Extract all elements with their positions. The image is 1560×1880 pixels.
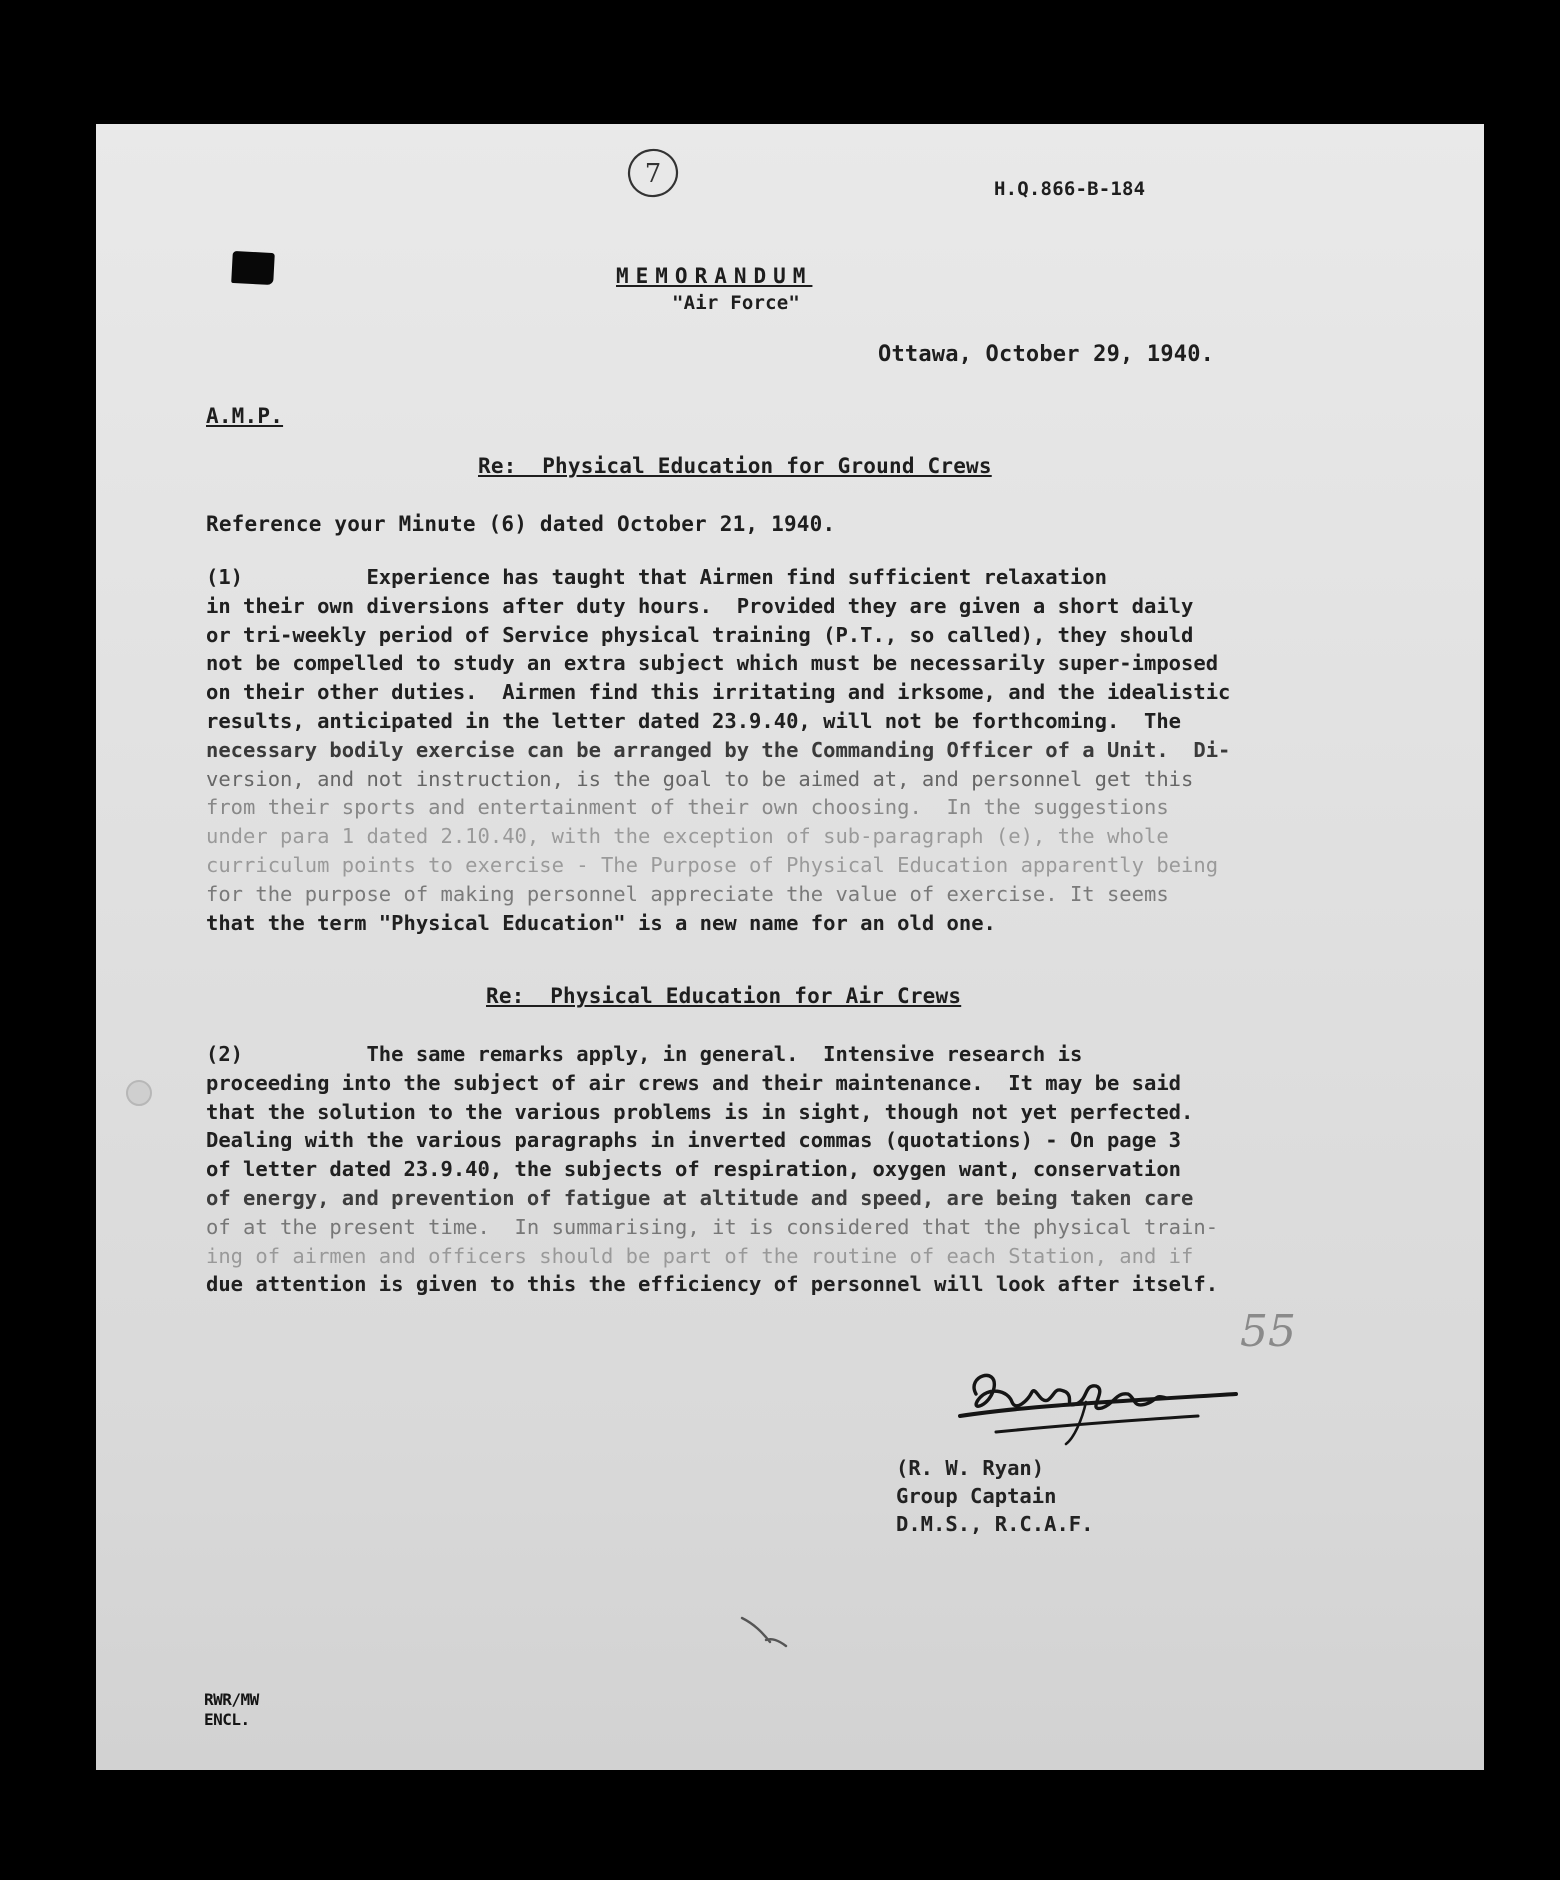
initials-line: RWR/MW: [204, 1690, 259, 1709]
text-line: of energy, and prevention of fatigue at altitude and speed, are being taken care: [206, 1185, 1194, 1210]
typist-initials: [204, 1690, 259, 1730]
text-line: necessary bodily exercise can be arranged by the Commanding Officer of a Unit. Di-: [206, 737, 1231, 762]
text-line: or tri-weekly period of Service physical training (P.T., so called), they should: [206, 622, 1194, 647]
svg-text:55: 55: [1240, 1306, 1296, 1356]
signatory-name: (R. W. Ryan): [896, 1456, 1045, 1480]
handwritten-signature: [936, 1346, 1266, 1450]
text-line: of at the present time. In summarising, it is considered that the physical train-: [206, 1214, 1219, 1239]
svg-text:7: 7: [644, 159, 662, 189]
subject-ground-crews: Re: Physical Education for Ground Crews: [478, 454, 992, 478]
text-line: that the term "Physical Education" is a new name for an old one.: [206, 910, 996, 935]
text-line: from their sports and entertainment of their own choosing. In the suggestions: [206, 795, 1169, 820]
memo-subheading: "Air Force": [672, 292, 801, 314]
memo-heading: MEMORANDUM: [616, 264, 813, 288]
enclosure-line: ENCL.: [204, 1710, 250, 1729]
subject-air-crews: Re: Physical Education for Air Crews: [486, 984, 962, 1008]
signatory-rank: Group Captain: [896, 1484, 1057, 1508]
paragraph-1: [206, 563, 1436, 937]
text-line: for the purpose of making personnel appreciate the value of exercise. It seems: [206, 881, 1169, 906]
text-line: under para 1 dated 2.10.40, with the exception of sub-paragraph (e), the whole: [206, 824, 1169, 849]
text-line: version, and not instruction, is the goal to be aimed at, and personnel get this: [206, 766, 1194, 791]
text-line: results, anticipated in the letter dated 23.9.40, will not be forthcoming. The: [206, 708, 1182, 733]
addressee: A.M.P.: [206, 404, 284, 428]
file-reference: H.Q.866-B-184: [994, 178, 1146, 200]
signatory-office: D.M.S., R.C.A.F.: [896, 1512, 1094, 1536]
text-line: Dealing with the various paragraphs in inverted commas (quotations) - On page 3: [206, 1128, 1182, 1153]
text-line: in their own diversions after duty hours. Provided they are given a short daily: [206, 593, 1194, 618]
reference-line: Reference your Minute (6) dated October 21, 1940.: [206, 512, 836, 536]
text-line: of letter dated 23.9.40, the subjects of respiration, oxygen want, conservation: [206, 1157, 1182, 1182]
paragraph-2: [206, 1040, 1436, 1299]
punch-hole-smudge: [126, 1080, 152, 1106]
text-line: on their other duties. Airmen find this irritating and irksome, and the idealistic: [206, 680, 1231, 705]
text-line: (1) Experience has taught that Airmen find sufficient relaxation: [206, 565, 1107, 589]
text-line: curriculum points to exercise - The Purpose of Physical Education apparently being: [206, 852, 1219, 877]
black-tab-mark: [231, 251, 275, 285]
signatory-block: [896, 1454, 1093, 1538]
text-line: (2) The same remarks apply, in general. Intensive research is: [206, 1042, 1083, 1066]
text-line: that the solution to the various problems is in sight, though not yet perfected.: [206, 1099, 1194, 1124]
memo-page: [96, 124, 1484, 1770]
place-and-date: Ottawa, October 29, 1940.: [878, 342, 1215, 367]
text-line: proceeding into the subject of air crews and their maintenance. It may be said: [206, 1070, 1182, 1095]
circled-page-number: [624, 144, 682, 202]
smudge-mark: [736, 1610, 796, 1650]
text-line: ing of airmen and officers should be part of the routine of each Station, and if: [206, 1243, 1194, 1268]
text-line: not be compelled to study an extra subject which must be necessarily super-imposed: [206, 651, 1219, 676]
text-line: due attention is given to this the efficiency of personnel will look after itself.: [206, 1272, 1219, 1297]
